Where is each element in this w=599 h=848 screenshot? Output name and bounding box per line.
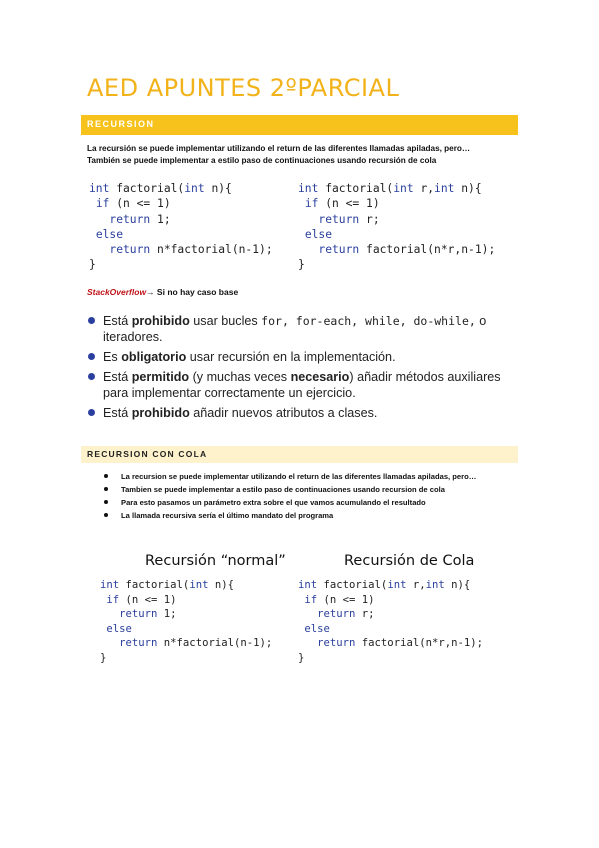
list-item: Para esto pasamos un parámetro extra sobre el que vamos acumulando el resultado xyxy=(104,496,504,509)
page-title: AED APUNTES 2ºPARCIAL xyxy=(87,74,400,102)
list-item: La recursion se puede implementar utilizando el return de las diferentes llamadas apiladas, pero… xyxy=(104,470,504,483)
section-heading-label: RECURSION xyxy=(87,119,155,129)
code-block-tail-2: int factorial(int r,int n){ if (n <= 1) return r; else return factorial(n*r,n-1); } xyxy=(298,579,483,664)
section-heading-recursion-cola xyxy=(81,446,518,463)
bullet-icon xyxy=(104,474,108,478)
rule-item: Está prohibido usar bucles for, for-each, while, do-while, o iteradores. xyxy=(88,313,508,345)
list-item: La llamada recursiva sería el último mandato del programa xyxy=(104,509,504,522)
label-tail-recursion: Recursión de Cola xyxy=(344,553,475,569)
rule-item: Está prohibido añadir nuevos atributos a clases. xyxy=(88,405,508,421)
bullet-icon xyxy=(88,353,95,360)
section-heading-label: RECURSION CON COLA xyxy=(87,449,208,459)
code-block-normal-2: int factorial(int n){ if (n <= 1) return 1; else return n*factorial(n-1); } xyxy=(100,579,273,664)
bullet-icon xyxy=(104,487,108,491)
bullet-icon xyxy=(88,317,95,324)
bullet-list xyxy=(104,470,504,522)
stackoverflow-note xyxy=(87,287,238,297)
bullet-icon xyxy=(104,500,108,504)
bullet-icon xyxy=(88,373,95,380)
stackoverflow-text: → Si no hay caso base xyxy=(146,287,239,297)
rules-list xyxy=(88,313,508,425)
rule-item: Es obligatorio usar recursión en la implementación. xyxy=(88,349,508,365)
bullet-icon xyxy=(88,409,95,416)
section-heading-recursion xyxy=(81,115,518,135)
rule-item: Está permitido (y muchas veces necesario) añadir métodos auxiliares para implementar correctamente un ejercicio. xyxy=(88,369,508,401)
code-block-tail: int factorial(int r,int n){ if (n <= 1) return r; else return factorial(n*r,n-1); } xyxy=(298,182,496,272)
stackoverflow-label: StackOverflow xyxy=(87,287,147,297)
label-normal-recursion: Recursión “normal” xyxy=(145,553,286,569)
list-item: Tambien se puede implementar a estilo paso de continuaciones usando recursion de cola xyxy=(104,483,504,496)
code-block-normal: int factorial(int n){ if (n <= 1) return 1; else return n*factorial(n-1); } xyxy=(89,182,273,272)
bullet-icon xyxy=(104,513,108,517)
paragraph-line: También se puede implementar a estilo paso de continuaciones usando recursión de cola xyxy=(87,156,437,165)
paragraph-line: La recursión se puede implementar utilizando el return de las diferentes llamadas apiladas, pero… xyxy=(87,144,471,153)
